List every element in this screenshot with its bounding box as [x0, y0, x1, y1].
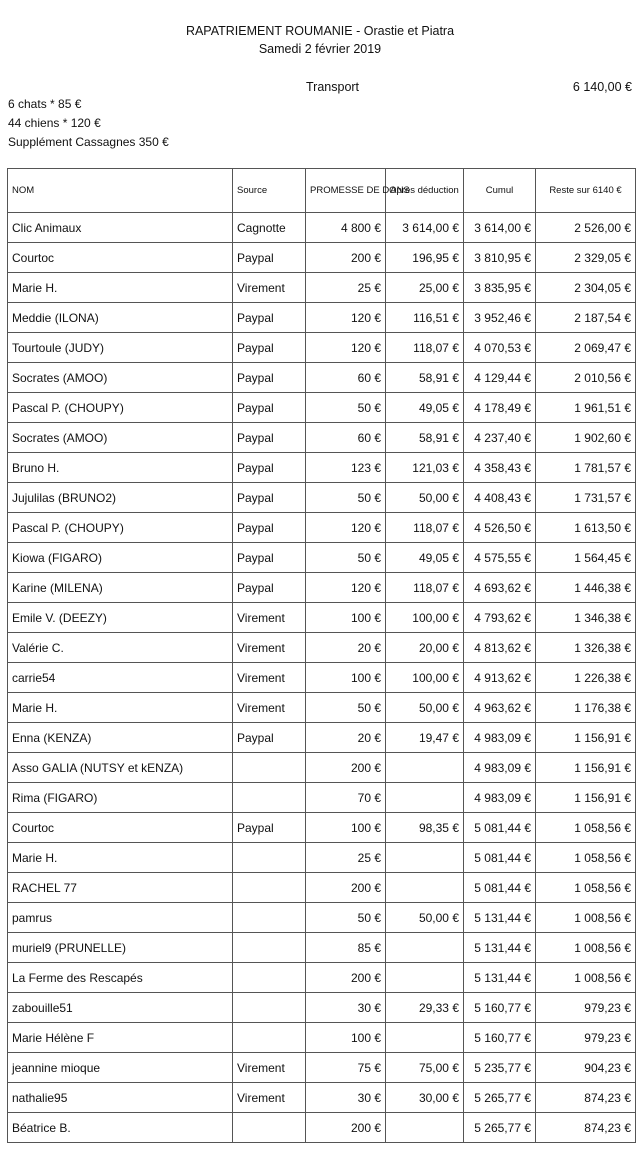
cell-apres-deduction: 116,51 € [386, 303, 464, 333]
document-title: RAPATRIEMENT ROUMANIE - Orastie et Piatra [185, 24, 455, 38]
cell-source: Virement [233, 633, 306, 663]
cell-reste: 1 176,38 € [536, 693, 636, 723]
cell-apres-deduction [386, 753, 464, 783]
cell-source: Paypal [233, 453, 306, 483]
table-row [8, 363, 636, 393]
table-row [8, 903, 636, 933]
cell-apres-deduction: 118,07 € [386, 573, 464, 603]
cell-reste: 1 564,45 € [536, 543, 636, 573]
cell-source: Paypal [233, 573, 306, 603]
cell-promesse: 200 € [306, 1113, 386, 1143]
table-body [8, 213, 636, 1143]
cell-promesse: 20 € [306, 723, 386, 753]
cell-cumul: 3 952,46 € [464, 303, 536, 333]
table-row [8, 783, 636, 813]
cell-apres-deduction: 118,07 € [386, 333, 464, 363]
cell-promesse: 200 € [306, 963, 386, 993]
cell-apres-deduction: 3 614,00 € [386, 213, 464, 243]
table-row [8, 393, 636, 423]
cell-promesse: 50 € [306, 393, 386, 423]
cell-apres-deduction: 58,91 € [386, 423, 464, 453]
cell-apres-deduction: 118,07 € [386, 513, 464, 543]
cell-apres-deduction: 100,00 € [386, 663, 464, 693]
cell-source: Paypal [233, 363, 306, 393]
cell-apres-deduction: 50,00 € [386, 693, 464, 723]
cell-source [233, 1113, 306, 1143]
cell-nom: nathalie95 [8, 1083, 233, 1113]
table-row [8, 543, 636, 573]
table-row [8, 273, 636, 303]
cell-promesse: 25 € [306, 843, 386, 873]
transport-label: Transport [306, 80, 360, 94]
cell-reste: 2 304,05 € [536, 273, 636, 303]
table-row [8, 723, 636, 753]
cell-cumul: 4 178,49 € [464, 393, 536, 423]
cell-cumul: 5 160,77 € [464, 993, 536, 1023]
column-header-reste: Reste sur 6140 € [536, 169, 636, 213]
table-row [8, 933, 636, 963]
note-supplement: Supplément Cassagnes 350 € [8, 135, 169, 149]
cell-apres-deduction [386, 1113, 464, 1143]
table-row [8, 603, 636, 633]
cell-promesse: 50 € [306, 543, 386, 573]
cell-reste: 874,23 € [536, 1113, 636, 1143]
cell-cumul: 5 131,44 € [464, 963, 536, 993]
cell-reste: 1 058,56 € [536, 873, 636, 903]
cell-nom: Karine (MILENA) [8, 573, 233, 603]
cell-cumul: 5 131,44 € [464, 933, 536, 963]
cell-cumul: 4 913,62 € [464, 663, 536, 693]
document-date: Samedi 2 février 2019 [258, 42, 382, 56]
cell-promesse: 120 € [306, 333, 386, 363]
cell-nom: jeannine mioque [8, 1053, 233, 1083]
cell-reste: 1 731,57 € [536, 483, 636, 513]
table-row [8, 423, 636, 453]
cell-source: Virement [233, 1053, 306, 1083]
cell-source [233, 873, 306, 903]
column-header-apres-deduction: Après déduction [386, 169, 464, 213]
cell-source: Paypal [233, 393, 306, 423]
table-row [8, 513, 636, 543]
cell-cumul: 5 265,77 € [464, 1083, 536, 1113]
cell-cumul: 5 081,44 € [464, 813, 536, 843]
cell-nom: Courtoc [8, 243, 233, 273]
cell-cumul: 4 129,44 € [464, 363, 536, 393]
table-row [8, 213, 636, 243]
cell-source: Paypal [233, 243, 306, 273]
cell-promesse: 120 € [306, 513, 386, 543]
donations-table [7, 168, 636, 1143]
table-row [8, 573, 636, 603]
cell-nom: zabouille51 [8, 993, 233, 1023]
table-row [8, 303, 636, 333]
cell-promesse: 120 € [306, 303, 386, 333]
table-row [8, 633, 636, 663]
cell-cumul: 4 693,62 € [464, 573, 536, 603]
cell-source: Paypal [233, 543, 306, 573]
cell-promesse: 70 € [306, 783, 386, 813]
column-header-nom: NOM [8, 169, 233, 213]
cell-promesse: 4 800 € [306, 213, 386, 243]
cell-source: Paypal [233, 513, 306, 543]
cell-cumul: 4 575,55 € [464, 543, 536, 573]
cell-reste: 2 010,56 € [536, 363, 636, 393]
cell-apres-deduction: 25,00 € [386, 273, 464, 303]
cell-promesse: 100 € [306, 1023, 386, 1053]
cell-cumul: 3 835,95 € [464, 273, 536, 303]
cell-nom: Socrates (AMOO) [8, 363, 233, 393]
cell-reste: 2 187,54 € [536, 303, 636, 333]
cell-cumul: 3 810,95 € [464, 243, 536, 273]
cell-promesse: 120 € [306, 573, 386, 603]
cell-reste: 979,23 € [536, 1023, 636, 1053]
table-row [8, 963, 636, 993]
cell-reste: 874,23 € [536, 1083, 636, 1113]
cell-source [233, 753, 306, 783]
cell-nom: Courtoc [8, 813, 233, 843]
cell-source: Paypal [233, 813, 306, 843]
column-header-promesse: PROMESSE DE DONS [306, 169, 386, 213]
cell-apres-deduction: 50,00 € [386, 903, 464, 933]
cell-nom: Valérie C. [8, 633, 233, 663]
cell-nom: Emile V. (DEEZY) [8, 603, 233, 633]
cell-cumul: 4 983,09 € [464, 753, 536, 783]
cell-reste: 904,23 € [536, 1053, 636, 1083]
cell-source [233, 843, 306, 873]
table-row [8, 333, 636, 363]
cell-nom: Rima (FIGARO) [8, 783, 233, 813]
cell-promesse: 50 € [306, 693, 386, 723]
table-row [8, 753, 636, 783]
cell-reste: 1 902,60 € [536, 423, 636, 453]
cell-reste: 2 329,05 € [536, 243, 636, 273]
cell-apres-deduction: 121,03 € [386, 453, 464, 483]
cell-apres-deduction: 196,95 € [386, 243, 464, 273]
cell-reste: 1 008,56 € [536, 933, 636, 963]
cell-nom: Marie H. [8, 693, 233, 723]
table-row [8, 483, 636, 513]
cell-cumul: 4 358,43 € [464, 453, 536, 483]
cell-reste: 1 156,91 € [536, 783, 636, 813]
cell-source [233, 933, 306, 963]
table-header-row [8, 169, 636, 213]
cell-nom: Meddie (ILONA) [8, 303, 233, 333]
cell-cumul: 4 963,62 € [464, 693, 536, 723]
cell-nom: Socrates (AMOO) [8, 423, 233, 453]
cell-promesse: 200 € [306, 753, 386, 783]
cell-source: Virement [233, 1083, 306, 1113]
cell-apres-deduction: 19,47 € [386, 723, 464, 753]
cell-apres-deduction [386, 783, 464, 813]
cell-source: Paypal [233, 483, 306, 513]
cell-cumul: 3 614,00 € [464, 213, 536, 243]
cell-source: Virement [233, 663, 306, 693]
cell-cumul: 5 081,44 € [464, 843, 536, 873]
cell-source: Cagnotte [233, 213, 306, 243]
cell-nom: Tourtoule (JUDY) [8, 333, 233, 363]
cell-apres-deduction: 30,00 € [386, 1083, 464, 1113]
table-row [8, 693, 636, 723]
cell-reste: 1 446,38 € [536, 573, 636, 603]
cell-source: Virement [233, 273, 306, 303]
cell-nom: Enna (KENZA) [8, 723, 233, 753]
cell-source: Virement [233, 603, 306, 633]
cell-source [233, 993, 306, 1023]
cell-promesse: 60 € [306, 363, 386, 393]
cell-reste: 1 961,51 € [536, 393, 636, 423]
cell-promesse: 100 € [306, 813, 386, 843]
cell-source: Paypal [233, 423, 306, 453]
cell-promesse: 100 € [306, 603, 386, 633]
cell-reste: 1 781,57 € [536, 453, 636, 483]
table-row [8, 993, 636, 1023]
cell-nom: Pascal P. (CHOUPY) [8, 393, 233, 423]
cell-promesse: 200 € [306, 243, 386, 273]
cell-reste: 2 069,47 € [536, 333, 636, 363]
table-row [8, 243, 636, 273]
cell-reste: 1 058,56 € [536, 813, 636, 843]
cell-apres-deduction: 100,00 € [386, 603, 464, 633]
cell-apres-deduction: 50,00 € [386, 483, 464, 513]
cell-apres-deduction [386, 873, 464, 903]
cell-source: Virement [233, 693, 306, 723]
cell-nom: La Ferme des Rescapés [8, 963, 233, 993]
cell-cumul: 4 983,09 € [464, 783, 536, 813]
table-row [8, 813, 636, 843]
cell-cumul: 5 081,44 € [464, 873, 536, 903]
cell-promesse: 85 € [306, 933, 386, 963]
note-dogs: 44 chiens * 120 € [8, 116, 101, 130]
cell-reste: 1 326,38 € [536, 633, 636, 663]
cell-apres-deduction: 58,91 € [386, 363, 464, 393]
cell-reste: 1 346,38 € [536, 603, 636, 633]
cell-promesse: 200 € [306, 873, 386, 903]
cell-apres-deduction: 49,05 € [386, 393, 464, 423]
cell-cumul: 4 526,50 € [464, 513, 536, 543]
cell-apres-deduction [386, 933, 464, 963]
cell-nom: Asso GALIA (NUTSY et kENZA) [8, 753, 233, 783]
cell-promesse: 20 € [306, 633, 386, 663]
cell-promesse: 30 € [306, 1083, 386, 1113]
cell-nom: RACHEL 77 [8, 873, 233, 903]
cell-apres-deduction: 29,33 € [386, 993, 464, 1023]
cell-promesse: 30 € [306, 993, 386, 1023]
cell-promesse: 60 € [306, 423, 386, 453]
cell-nom: Béatrice B. [8, 1113, 233, 1143]
cell-source [233, 963, 306, 993]
cell-reste: 979,23 € [536, 993, 636, 1023]
cell-apres-deduction [386, 1023, 464, 1053]
cell-cumul: 4 070,53 € [464, 333, 536, 363]
cell-cumul: 5 160,77 € [464, 1023, 536, 1053]
cell-source [233, 1023, 306, 1053]
table-row [8, 453, 636, 483]
cell-reste: 1 058,56 € [536, 843, 636, 873]
cell-nom: Marie H. [8, 273, 233, 303]
cell-cumul: 4 408,43 € [464, 483, 536, 513]
cell-reste: 1 613,50 € [536, 513, 636, 543]
cell-cumul: 4 793,62 € [464, 603, 536, 633]
cell-nom: carrie54 [8, 663, 233, 693]
table-row [8, 843, 636, 873]
cell-source: Paypal [233, 723, 306, 753]
column-header-cumul: Cumul [464, 169, 536, 213]
cell-nom: pamrus [8, 903, 233, 933]
cell-promesse: 75 € [306, 1053, 386, 1083]
cell-source: Paypal [233, 303, 306, 333]
table-row [8, 1023, 636, 1053]
cell-nom: Marie H. [8, 843, 233, 873]
cell-promesse: 50 € [306, 903, 386, 933]
cell-source [233, 783, 306, 813]
cell-nom: Bruno H. [8, 453, 233, 483]
cell-reste: 1 226,38 € [536, 663, 636, 693]
cell-source: Paypal [233, 333, 306, 363]
cell-cumul: 5 131,44 € [464, 903, 536, 933]
cell-nom: Clic Animaux [8, 213, 233, 243]
transport-value: 6 140,00 € [572, 80, 632, 94]
cell-cumul: 5 265,77 € [464, 1113, 536, 1143]
cell-source [233, 903, 306, 933]
cell-nom: Pascal P. (CHOUPY) [8, 513, 233, 543]
cell-cumul: 4 983,09 € [464, 723, 536, 753]
cell-reste: 1 008,56 € [536, 963, 636, 993]
cell-cumul: 4 237,40 € [464, 423, 536, 453]
cell-apres-deduction: 98,35 € [386, 813, 464, 843]
cell-apres-deduction [386, 963, 464, 993]
cell-apres-deduction [386, 843, 464, 873]
cell-reste: 2 526,00 € [536, 213, 636, 243]
table-row [8, 873, 636, 903]
cell-apres-deduction: 20,00 € [386, 633, 464, 663]
cell-promesse: 25 € [306, 273, 386, 303]
cell-promesse: 50 € [306, 483, 386, 513]
cell-nom: Kiowa (FIGARO) [8, 543, 233, 573]
cell-cumul: 5 235,77 € [464, 1053, 536, 1083]
column-header-source: Source [233, 169, 306, 213]
cell-apres-deduction: 75,00 € [386, 1053, 464, 1083]
table-row [8, 1083, 636, 1113]
cell-promesse: 123 € [306, 453, 386, 483]
cell-nom: Jujulilas (BRUNO2) [8, 483, 233, 513]
cell-promesse: 100 € [306, 663, 386, 693]
cell-reste: 1 008,56 € [536, 903, 636, 933]
cell-apres-deduction: 49,05 € [386, 543, 464, 573]
cell-nom: Marie Hélène F [8, 1023, 233, 1053]
cell-cumul: 4 813,62 € [464, 633, 536, 663]
cell-reste: 1 156,91 € [536, 723, 636, 753]
table-row [8, 663, 636, 693]
note-cats: 6 chats * 85 € [8, 97, 82, 111]
cell-nom: muriel9 (PRUNELLE) [8, 933, 233, 963]
table-row [8, 1113, 636, 1143]
cell-reste: 1 156,91 € [536, 753, 636, 783]
table-row [8, 1053, 636, 1083]
